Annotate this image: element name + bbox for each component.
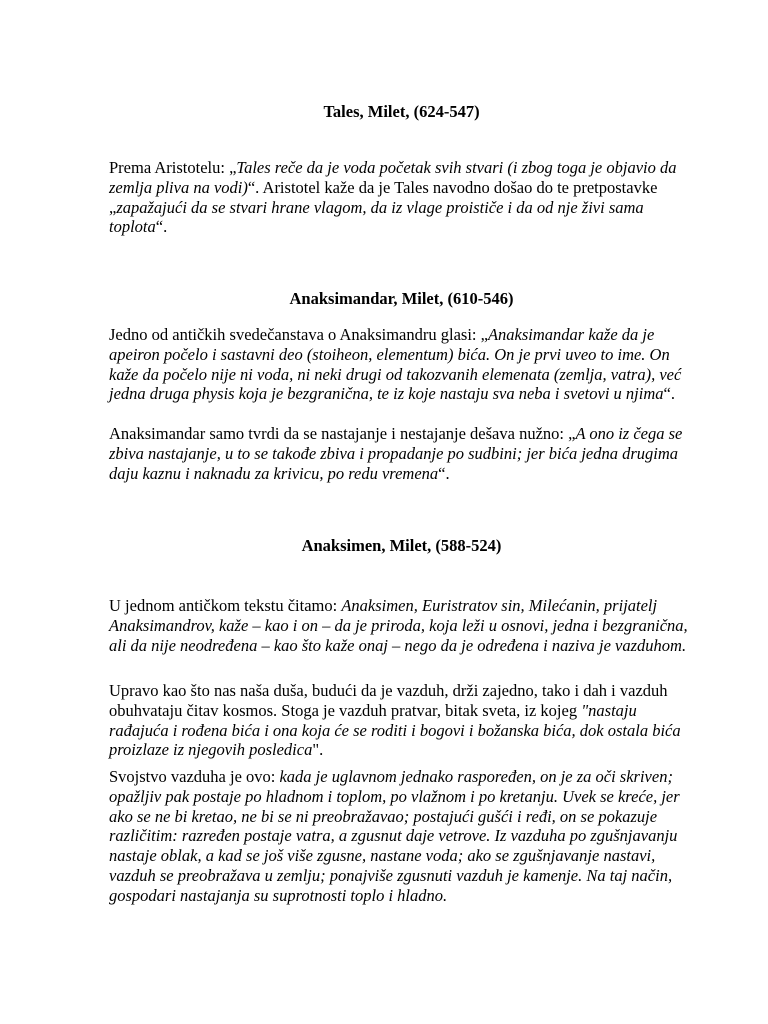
paragraph-anaksimandar-1: [109, 325, 694, 404]
paragraph-tales-1: [109, 158, 694, 237]
text-run: U jednom antičkom tekstu čitamo:: [109, 596, 342, 615]
text-run: “.: [663, 384, 675, 404]
heading-rest: Milet, (624-547): [363, 102, 480, 121]
heading-rest: Milet, (610-546): [397, 289, 514, 308]
heading-name: Tales,: [323, 102, 364, 121]
italic-text-run: "nastaju rađajuća i rođena bića i ona koja će se roditi i bogovi i božanska bića, dok ostala bića proizlaze iz njegovih posledica: [109, 700, 681, 760]
text-run: ".: [312, 740, 324, 760]
text-run: “.: [155, 217, 168, 237]
heading-rest: Milet, (588-524): [385, 536, 502, 555]
heading-name: Anaksimen,: [301, 536, 386, 555]
text-run: “. Aristotel kaže da je Tales navodno došao do te pretpostavke „: [109, 177, 658, 217]
paragraph-anaksimen-2: [109, 681, 694, 760]
paragraph-anaksimen-3: [109, 767, 694, 906]
heading-anaksimandar: [109, 289, 694, 309]
text-run: “.: [438, 463, 450, 483]
heading-name: Anaksimandar,: [289, 289, 398, 308]
heading-tales: [109, 102, 694, 122]
text-run: Prema Aristotelu: „: [109, 158, 237, 177]
text-run: Svojstvo vazduha je ovo:: [109, 767, 280, 786]
italic-text-run: Anaksimandar kaže da je apeiron počelo i sastavni deo (stoiheon, elementum) bića. On je prvi uveo to ime. On kaže da počelo nije ni voda, ni neki drugi od takozvanih elemenata (zemlja, vatra), već jedna druga physis koja je bezgranična, te iz koje nastaju sva neba i svetovi u njima: [109, 325, 682, 404]
heading-anaksimen: [109, 536, 694, 556]
text-run: Jedno od antičkih svedečanstava o Anaksimandru glasi: „: [109, 325, 488, 344]
italic-text-run: A ono iz čega se zbiva nastajanje, u to se takođe zbiva i propadanje po sudbini; jer bića jedna drugima daju kaznu i naknadu za krivicu, po redu vremena: [109, 424, 683, 483]
italic-text-run: kada je uglavnom jednako raspoređen, on je za oči skriven; opažljiv pak postaje po hladnom i toplom, po vlažnom i po kretanju. Uvek se kreće, jer ako se ne bi kretao, ne bi se ni preobražavao; postajući gušći i ređi, on se pokazuje različitim: razređen postaje vatra, a zgusnut daje vetrove. Iz vazduha po zgušnjavanju nastaje oblak, a kad se još više zgusne, nastane voda; ako se zgušnjavanje nastavi, vazduh se preobražava u zemlju; ponajviše zgusnuti vazduh je kamenje. Na taj način, gospodari nastajanja su suprotnosti toplo i hladno.: [109, 767, 680, 905]
paragraph-anaksimen-1: [109, 596, 694, 655]
text-run: Anaksimandar samo tvrdi da se nastajanje i nestajanje dešava nužno: „: [109, 424, 576, 443]
italic-text-run: Tales reče da je voda početak svih stvari (i zbog toga je objavio da zemlja pliva na vodi): [109, 158, 677, 197]
text-run: Upravo kao što nas naša duša, budući da je vazduh, drži zajedno, tako i dah i vazduh obuhvataju čitav kosmos. Stoga je vazduh pratvar, bitak sveta, iz kojeg: [109, 681, 668, 720]
paragraph-anaksimandar-2: [109, 424, 694, 483]
italic-text-run: zapažajući da se stvari hrane vlagom, da iz vlage proističe i da od nje živi sama toplota: [109, 197, 644, 237]
italic-text-run: Anaksimen, Euristratov sin, Milećanin, prijatelj Anaksimandrov, kaže – kao i on – da je priroda, koja leži u osnovi, jedna i bezgranična, ali da nije neodređena – kao što kaže onaj – nego da je određena i naziva je vazduhom.: [109, 596, 688, 655]
